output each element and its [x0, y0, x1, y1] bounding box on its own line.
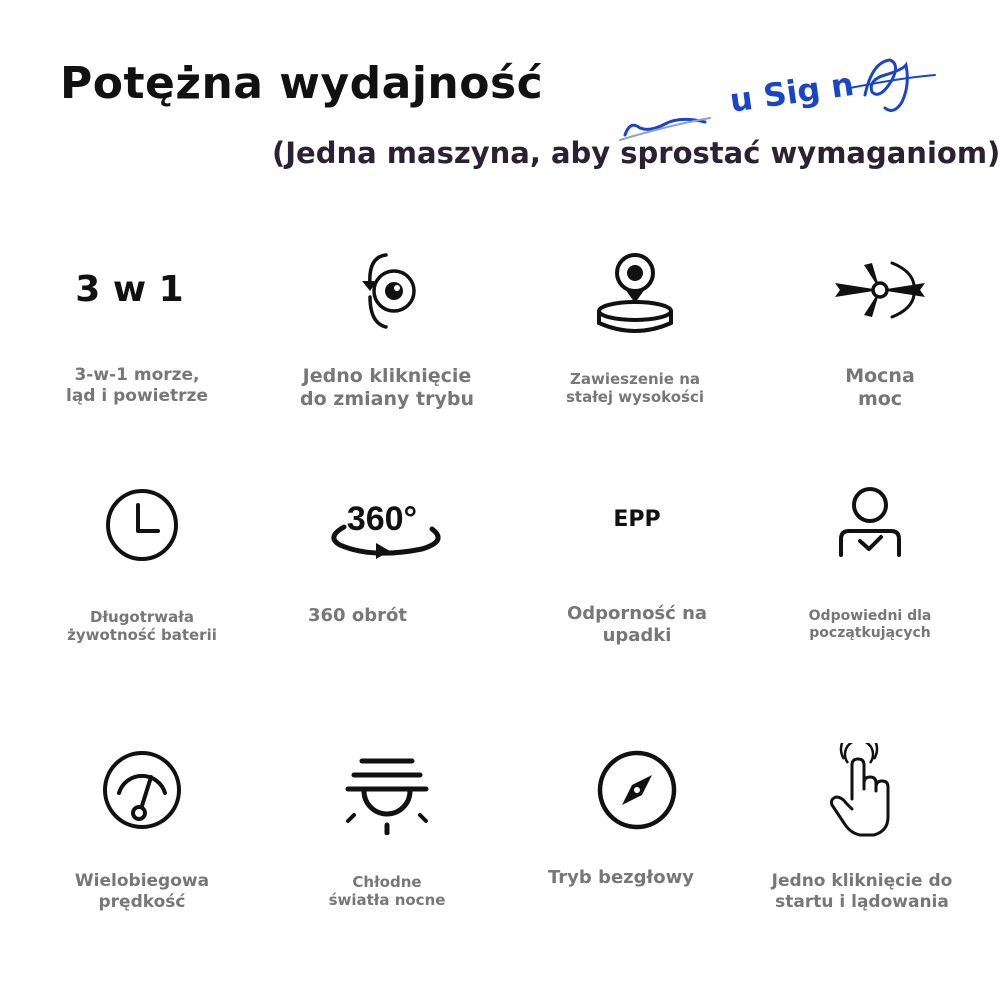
feature-headless-mode: [512, 735, 762, 995]
feature-one-key-takeoff: [737, 735, 987, 995]
rotation-360-icon: [322, 485, 452, 565]
feature-label: Odporność na upadki: [566, 603, 708, 646]
feature-label: Chłodne światła nocne: [328, 873, 446, 910]
feature-battery-life: [17, 470, 267, 730]
feature-360-flip: [262, 470, 512, 730]
feature-label: 3-w-1 morze, ląd i powietrze: [66, 365, 208, 406]
compass-icon: [594, 747, 680, 833]
feature-label: Zawieszenie na stałej wysokości: [565, 370, 705, 407]
propeller-icon: [830, 245, 930, 335]
feature-3-in-1: [12, 235, 262, 495]
page-subtitle: (Jedna maszyna, aby sprostać wymaganiom): [272, 136, 1000, 170]
night-light-icon: [342, 745, 432, 835]
svg-text:360°: 360°: [346, 500, 418, 538]
feature-label: Jedno kliknięcie do zmiany trybu: [300, 365, 474, 411]
feature-label: Odpowiedni dla początkujących: [808, 608, 932, 642]
page-title: Potężna wydajność: [60, 58, 544, 109]
3-w-1-text-icon: 3 w 1: [75, 268, 184, 310]
feature-label: 360 obrót: [308, 605, 407, 626]
clock-icon: [102, 485, 182, 565]
altitude-hold-icon: [590, 243, 680, 338]
feature-night-lights: [262, 735, 512, 995]
feature-label: Jedno kliknięcie do startu i lądowania: [771, 871, 953, 912]
feature-label: Długotrwała żywotność baterii: [67, 608, 217, 645]
epp-text-icon: EPP: [613, 506, 661, 532]
feature-strong-power: [755, 235, 1000, 495]
feature-crash-resistance: [512, 470, 762, 730]
feature-label: Wielobiegowa prędkość: [74, 871, 210, 912]
hand-tap-icon: [822, 743, 902, 838]
feature-label: Mocna moc: [845, 365, 915, 411]
signature-text: u Sig n: [727, 64, 857, 120]
speedometer-icon: [99, 747, 185, 833]
feature-altitude-hold: [510, 235, 760, 495]
feature-label: Tryb bezgłowy: [548, 867, 694, 888]
feature-multi-speed: [17, 735, 267, 995]
beginner-user-icon: [835, 485, 905, 565]
feature-beginner-friendly: [745, 470, 995, 730]
feature-mode-switch: [262, 235, 512, 495]
mode-switch-icon: [342, 245, 432, 335]
